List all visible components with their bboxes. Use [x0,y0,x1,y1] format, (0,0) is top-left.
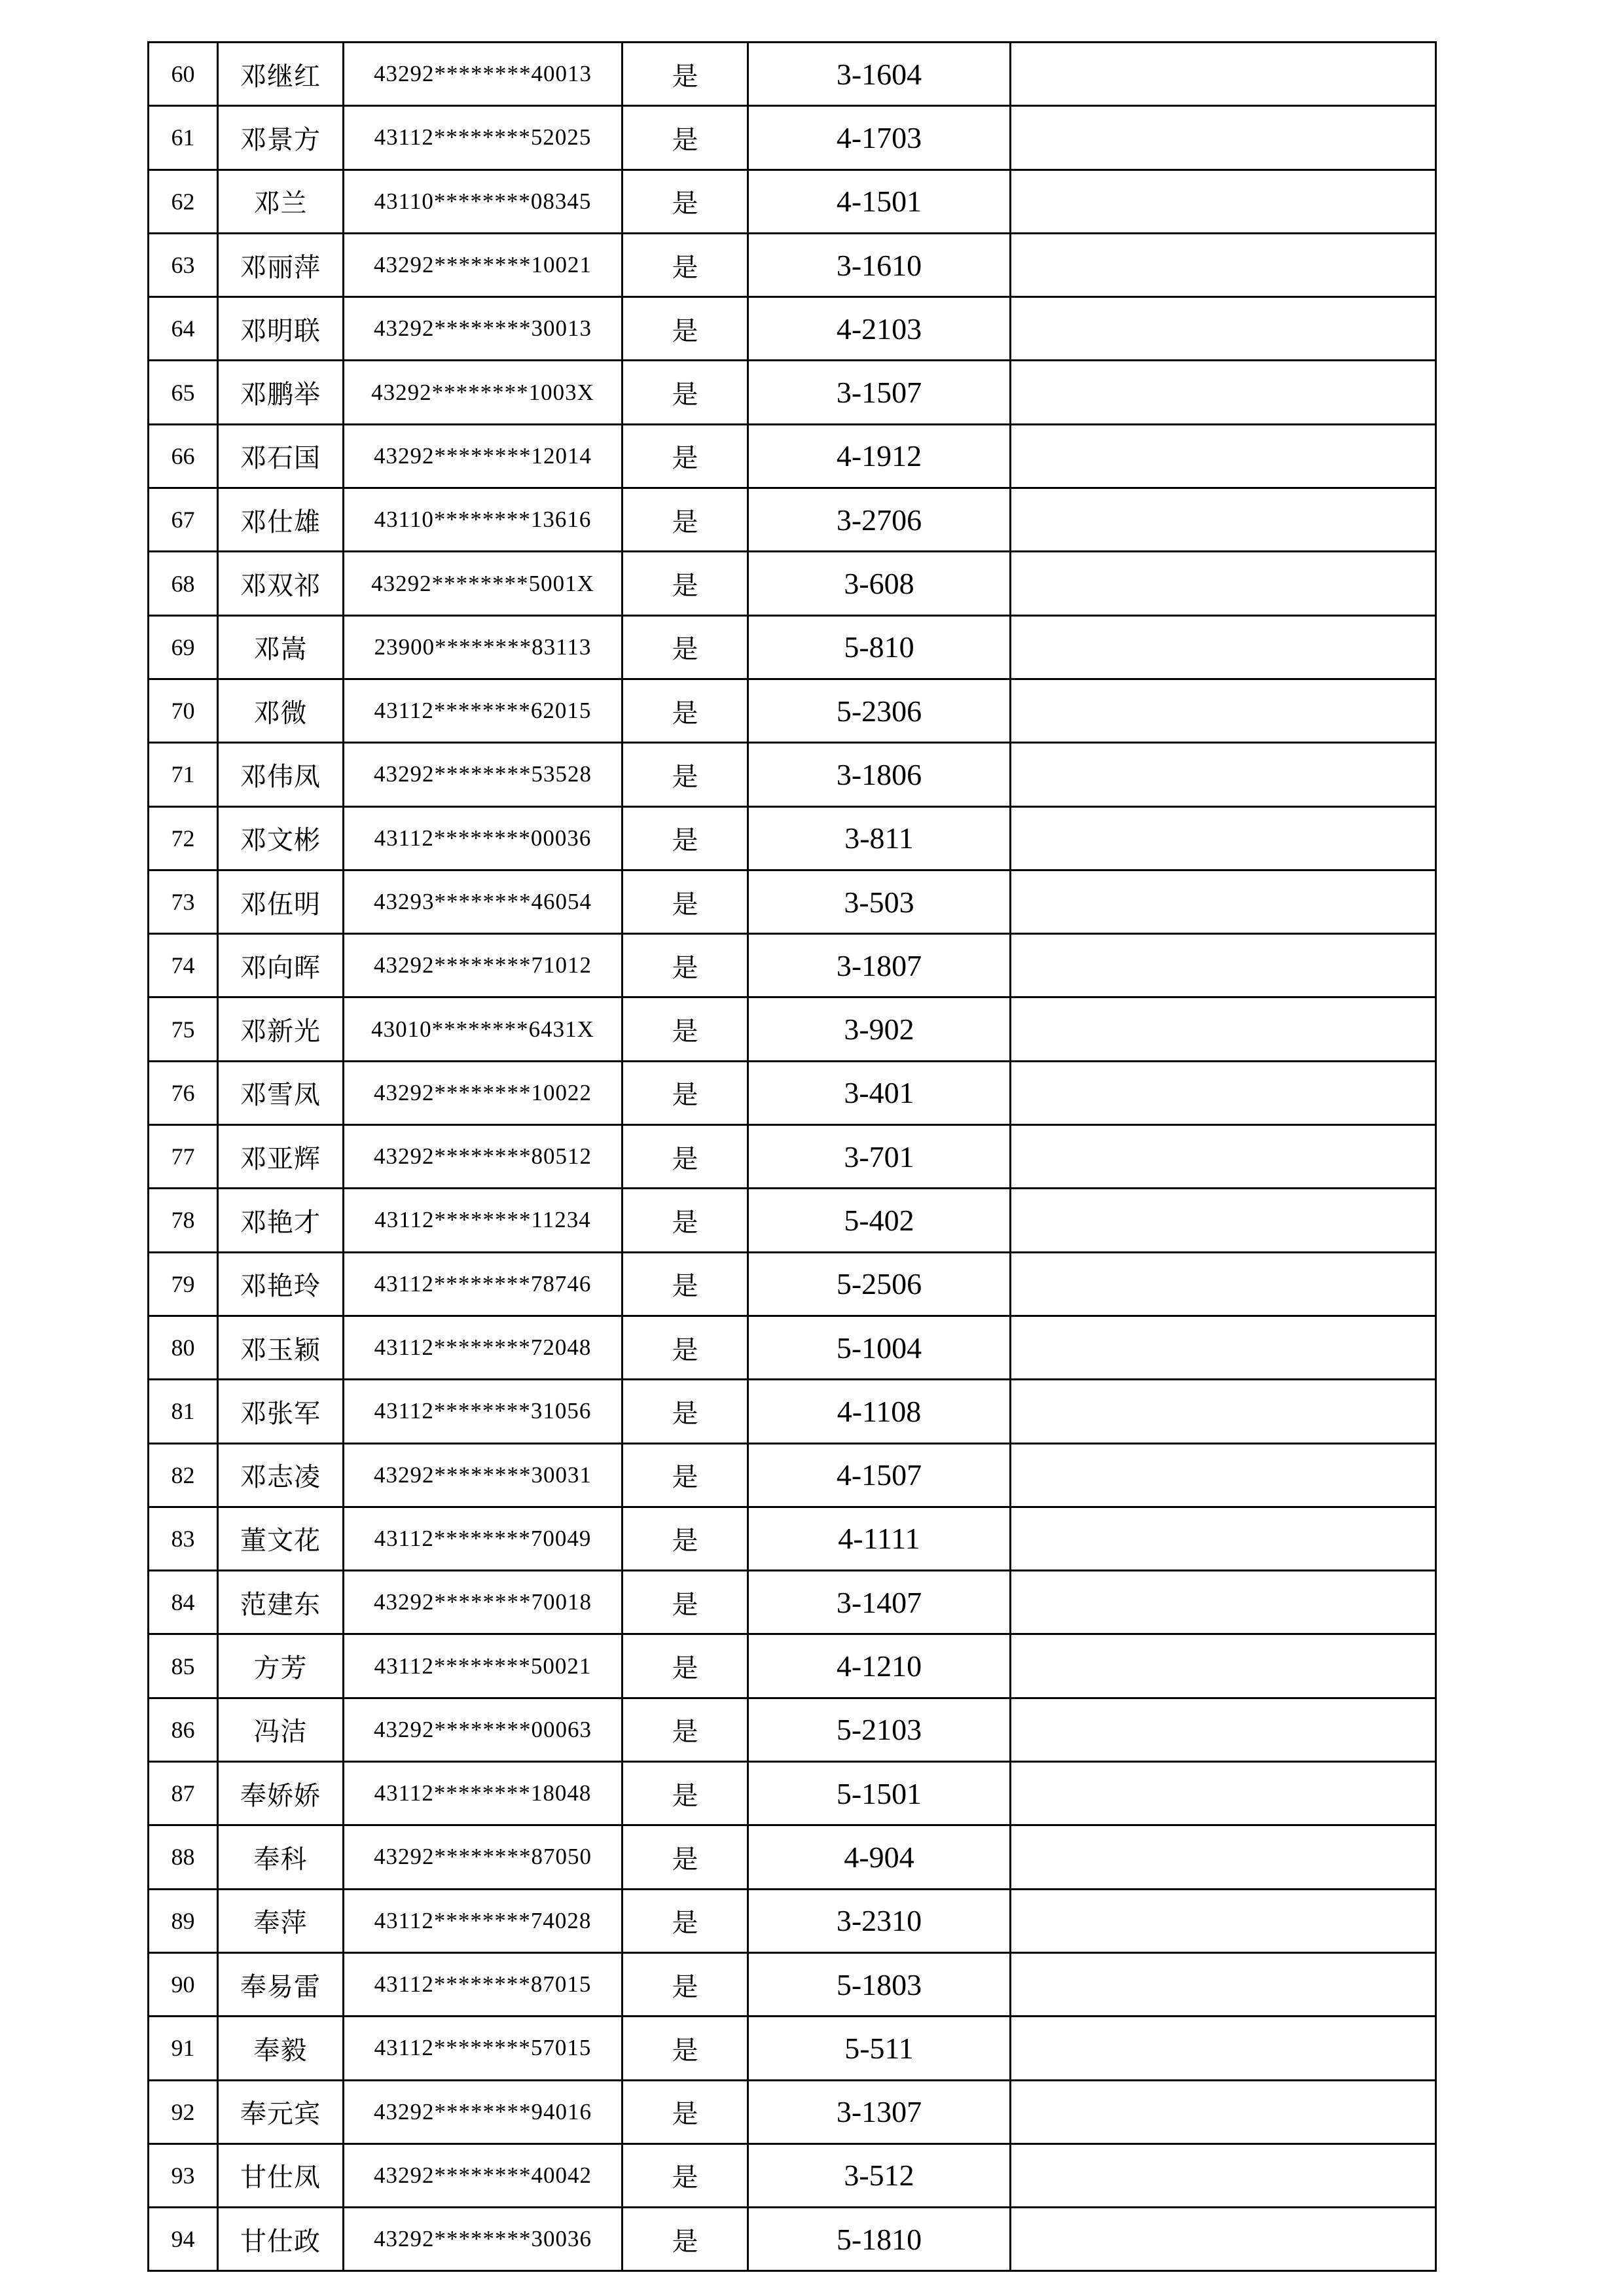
table-row [149,1634,1436,1698]
remark-cell [1011,2208,1436,2271]
status-value: 是 [623,2208,748,2271]
row-number: 61 [149,106,218,170]
table-row [149,1443,1436,1507]
row-number: 89 [149,1889,218,1952]
row-number: 85 [149,1634,218,1698]
status-value: 是 [623,106,748,170]
room-number: 3-902 [748,997,1011,1061]
remark-cell [1011,106,1436,170]
remark-cell [1011,806,1436,870]
id-number: 43293********46054 [344,870,623,933]
person-name: 邓丽萍 [218,233,344,296]
person-name: 邓张军 [218,1380,344,1443]
row-number: 80 [149,1316,218,1379]
room-number: 3-1507 [748,361,1011,424]
remark-cell [1011,361,1436,424]
table-row [149,1952,1436,2016]
status-value: 是 [623,934,748,997]
status-value: 是 [623,1698,748,1761]
status-value: 是 [623,1443,748,1507]
remark-cell [1011,1189,1436,1252]
row-number: 93 [149,2144,218,2207]
id-number: 43112********74028 [344,1889,623,1952]
person-name: 奉毅 [218,2017,344,2080]
row-number: 86 [149,1698,218,1761]
status-value: 是 [623,1507,748,1570]
person-name: 方芳 [218,1634,344,1698]
id-number: 43112********52025 [344,106,623,170]
room-number: 3-512 [748,2144,1011,2207]
row-number: 78 [149,1189,218,1252]
row-number: 79 [149,1252,218,1316]
table-row [149,743,1436,806]
remark-cell [1011,1952,1436,2016]
table-row [149,679,1436,742]
remark-cell [1011,1825,1436,1889]
person-name: 邓微 [218,679,344,742]
status-value: 是 [623,552,748,615]
room-number: 3-503 [748,870,1011,933]
person-name: 奉科 [218,1825,344,1889]
remark-cell [1011,1571,1436,1634]
remark-cell [1011,1634,1436,1698]
person-name: 甘仕政 [218,2208,344,2271]
id-number: 43292********53528 [344,743,623,806]
status-value: 是 [623,1061,748,1124]
person-name: 奉元宾 [218,2080,344,2144]
row-number: 83 [149,1507,218,1570]
roster-table [147,41,1437,2272]
room-number: 3-811 [748,806,1011,870]
table-row [149,2144,1436,2207]
id-number: 43112********18048 [344,1762,623,1825]
id-number: 43292********30013 [344,297,623,361]
status-value: 是 [623,488,748,552]
table-row [149,1762,1436,1825]
table-row [149,1380,1436,1443]
row-number: 67 [149,488,218,552]
status-value: 是 [623,743,748,806]
person-name: 邓文彬 [218,806,344,870]
remark-cell [1011,1380,1436,1443]
person-name: 奉萍 [218,1889,344,1952]
room-number: 3-1610 [748,233,1011,296]
person-name: 奉娇娇 [218,1762,344,1825]
table-row [149,488,1436,552]
id-number: 43112********31056 [344,1380,623,1443]
table-row [149,2080,1436,2144]
table-row [149,1316,1436,1379]
id-number: 43112********72048 [344,1316,623,1379]
room-number: 3-2706 [748,488,1011,552]
person-name: 邓艳才 [218,1189,344,1252]
table-row [149,1507,1436,1570]
status-value: 是 [623,1952,748,2016]
id-number: 43292********10022 [344,1061,623,1124]
status-value: 是 [623,679,748,742]
status-value: 是 [623,1762,748,1825]
status-value: 是 [623,1125,748,1189]
id-number: 43112********11234 [344,1189,623,1252]
person-name: 邓伍明 [218,870,344,933]
id-number: 43110********13616 [344,488,623,552]
person-name: 邓雪凤 [218,1061,344,1124]
room-number: 3-1307 [748,2080,1011,2144]
person-name: 邓玉颖 [218,1316,344,1379]
id-number: 43292********5001X [344,552,623,615]
table-row [149,1061,1436,1124]
row-number: 90 [149,1952,218,2016]
row-number: 66 [149,424,218,488]
table-row [149,2208,1436,2271]
row-number: 87 [149,1762,218,1825]
row-number: 65 [149,361,218,424]
status-value: 是 [623,43,748,106]
room-number: 3-401 [748,1061,1011,1124]
table-row [149,361,1436,424]
id-number: 23900********83113 [344,615,623,679]
room-number: 5-1501 [748,1762,1011,1825]
table-row [149,424,1436,488]
remark-cell [1011,2017,1436,2080]
row-number: 92 [149,2080,218,2144]
table-row [149,615,1436,679]
remark-cell [1011,870,1436,933]
row-number: 84 [149,1571,218,1634]
person-name: 范建东 [218,1571,344,1634]
row-number: 60 [149,43,218,106]
room-number: 5-511 [748,2017,1011,2080]
person-name: 邓继红 [218,43,344,106]
remark-cell [1011,1507,1436,1570]
id-number: 43292********1003X [344,361,623,424]
remark-cell [1011,1762,1436,1825]
remark-cell [1011,1252,1436,1316]
table-row [149,1571,1436,1634]
id-number: 43292********87050 [344,1825,623,1889]
remark-cell [1011,743,1436,806]
id-number: 43292********12014 [344,424,623,488]
status-value: 是 [623,1252,748,1316]
row-number: 69 [149,615,218,679]
person-name: 邓艳玲 [218,1252,344,1316]
status-value: 是 [623,2080,748,2144]
table-row [149,233,1436,296]
remark-cell [1011,1125,1436,1189]
id-number: 43292********70018 [344,1571,623,1634]
table-row [149,1825,1436,1889]
row-number: 75 [149,997,218,1061]
status-value: 是 [623,2017,748,2080]
id-number: 43112********87015 [344,1952,623,2016]
person-name: 邓双祁 [218,552,344,615]
remark-cell [1011,679,1436,742]
table-row [149,934,1436,997]
table-row [149,806,1436,870]
table-row [149,997,1436,1061]
row-number: 77 [149,1125,218,1189]
id-number: 43112********78746 [344,1252,623,1316]
id-number: 43292********40013 [344,43,623,106]
status-value: 是 [623,1316,748,1379]
room-number: 3-1407 [748,1571,1011,1634]
id-number: 43292********80512 [344,1125,623,1189]
table-row [149,106,1436,170]
remark-cell [1011,43,1436,106]
status-value: 是 [623,297,748,361]
status-value: 是 [623,1189,748,1252]
room-number: 3-1604 [748,43,1011,106]
room-number: 4-904 [748,1825,1011,1889]
id-number: 43112********62015 [344,679,623,742]
room-number: 3-608 [748,552,1011,615]
person-name: 邓景方 [218,106,344,170]
remark-cell [1011,552,1436,615]
person-name: 邓新光 [218,997,344,1061]
id-number: 43292********00063 [344,1698,623,1761]
person-name: 邓兰 [218,170,344,233]
remark-cell [1011,934,1436,997]
row-number: 94 [149,2208,218,2271]
row-number: 68 [149,552,218,615]
remark-cell [1011,297,1436,361]
table-row [149,1889,1436,1952]
person-name: 冯洁 [218,1698,344,1761]
person-name: 甘仕凤 [218,2144,344,2207]
table-row [149,1189,1436,1252]
status-value: 是 [623,1380,748,1443]
id-number: 43292********40042 [344,2144,623,2207]
room-number: 5-1004 [748,1316,1011,1379]
status-value: 是 [623,997,748,1061]
room-number: 5-2506 [748,1252,1011,1316]
status-value: 是 [623,361,748,424]
remark-cell [1011,1061,1436,1124]
row-number: 62 [149,170,218,233]
remark-cell [1011,997,1436,1061]
remark-cell [1011,1698,1436,1761]
status-value: 是 [623,615,748,679]
room-number: 5-810 [748,615,1011,679]
remark-cell [1011,2080,1436,2144]
row-number: 91 [149,2017,218,2080]
table-row [149,1125,1436,1189]
row-number: 72 [149,806,218,870]
status-value: 是 [623,1889,748,1952]
row-number: 82 [149,1443,218,1507]
status-value: 是 [623,1571,748,1634]
row-number: 71 [149,743,218,806]
room-number: 4-2103 [748,297,1011,361]
person-name: 邓仕雄 [218,488,344,552]
room-number: 3-2310 [748,1889,1011,1952]
room-number: 4-1111 [748,1507,1011,1570]
room-number: 5-2306 [748,679,1011,742]
room-number: 5-2103 [748,1698,1011,1761]
person-name: 董文花 [218,1507,344,1570]
room-number: 4-1210 [748,1634,1011,1698]
row-number: 73 [149,870,218,933]
roster-table-body [149,43,1436,2271]
person-name: 邓石国 [218,424,344,488]
room-number: 4-1108 [748,1380,1011,1443]
room-number: 4-1507 [748,1443,1011,1507]
table-row [149,1698,1436,1761]
id-number: 43110********08345 [344,170,623,233]
room-number: 3-701 [748,1125,1011,1189]
status-value: 是 [623,870,748,933]
room-number: 4-1501 [748,170,1011,233]
table-row [149,170,1436,233]
person-name: 邓明联 [218,297,344,361]
id-number: 43010********6431X [344,997,623,1061]
row-number: 81 [149,1380,218,1443]
table-row [149,297,1436,361]
person-name: 邓亚辉 [218,1125,344,1189]
remark-cell [1011,2144,1436,2207]
remark-cell [1011,424,1436,488]
id-number: 43292********10021 [344,233,623,296]
row-number: 76 [149,1061,218,1124]
id-number: 43292********71012 [344,934,623,997]
room-number: 5-1810 [748,2208,1011,2271]
status-value: 是 [623,1825,748,1889]
room-number: 3-1806 [748,743,1011,806]
row-number: 74 [149,934,218,997]
row-number: 64 [149,297,218,361]
remark-cell [1011,1443,1436,1507]
person-name: 邓鹏举 [218,361,344,424]
id-number: 43112********70049 [344,1507,623,1570]
id-number: 43112********00036 [344,806,623,870]
room-number: 5-1803 [748,1952,1011,2016]
remark-cell [1011,488,1436,552]
status-value: 是 [623,806,748,870]
id-number: 43292********30036 [344,2208,623,2271]
remark-cell [1011,170,1436,233]
table-row [149,552,1436,615]
remark-cell [1011,1316,1436,1379]
id-number: 43292********94016 [344,2080,623,2144]
person-name: 奉易雷 [218,1952,344,2016]
id-number: 43112********50021 [344,1634,623,1698]
status-value: 是 [623,2144,748,2207]
person-name: 邓向晖 [218,934,344,997]
status-value: 是 [623,233,748,296]
status-value: 是 [623,1634,748,1698]
row-number: 70 [149,679,218,742]
room-number: 3-1807 [748,934,1011,997]
room-number: 5-402 [748,1189,1011,1252]
status-value: 是 [623,424,748,488]
table-row [149,870,1436,933]
remark-cell [1011,233,1436,296]
row-number: 63 [149,233,218,296]
id-number: 43292********30031 [344,1443,623,1507]
person-name: 邓志凌 [218,1443,344,1507]
room-number: 4-1912 [748,424,1011,488]
row-number: 88 [149,1825,218,1889]
id-number: 43112********57015 [344,2017,623,2080]
table-row [149,2017,1436,2080]
status-value: 是 [623,170,748,233]
table-row [149,43,1436,106]
person-name: 邓嵩 [218,615,344,679]
table-row [149,1252,1436,1316]
remark-cell [1011,1889,1436,1952]
person-name: 邓伟凤 [218,743,344,806]
remark-cell [1011,615,1436,679]
room-number: 4-1703 [748,106,1011,170]
